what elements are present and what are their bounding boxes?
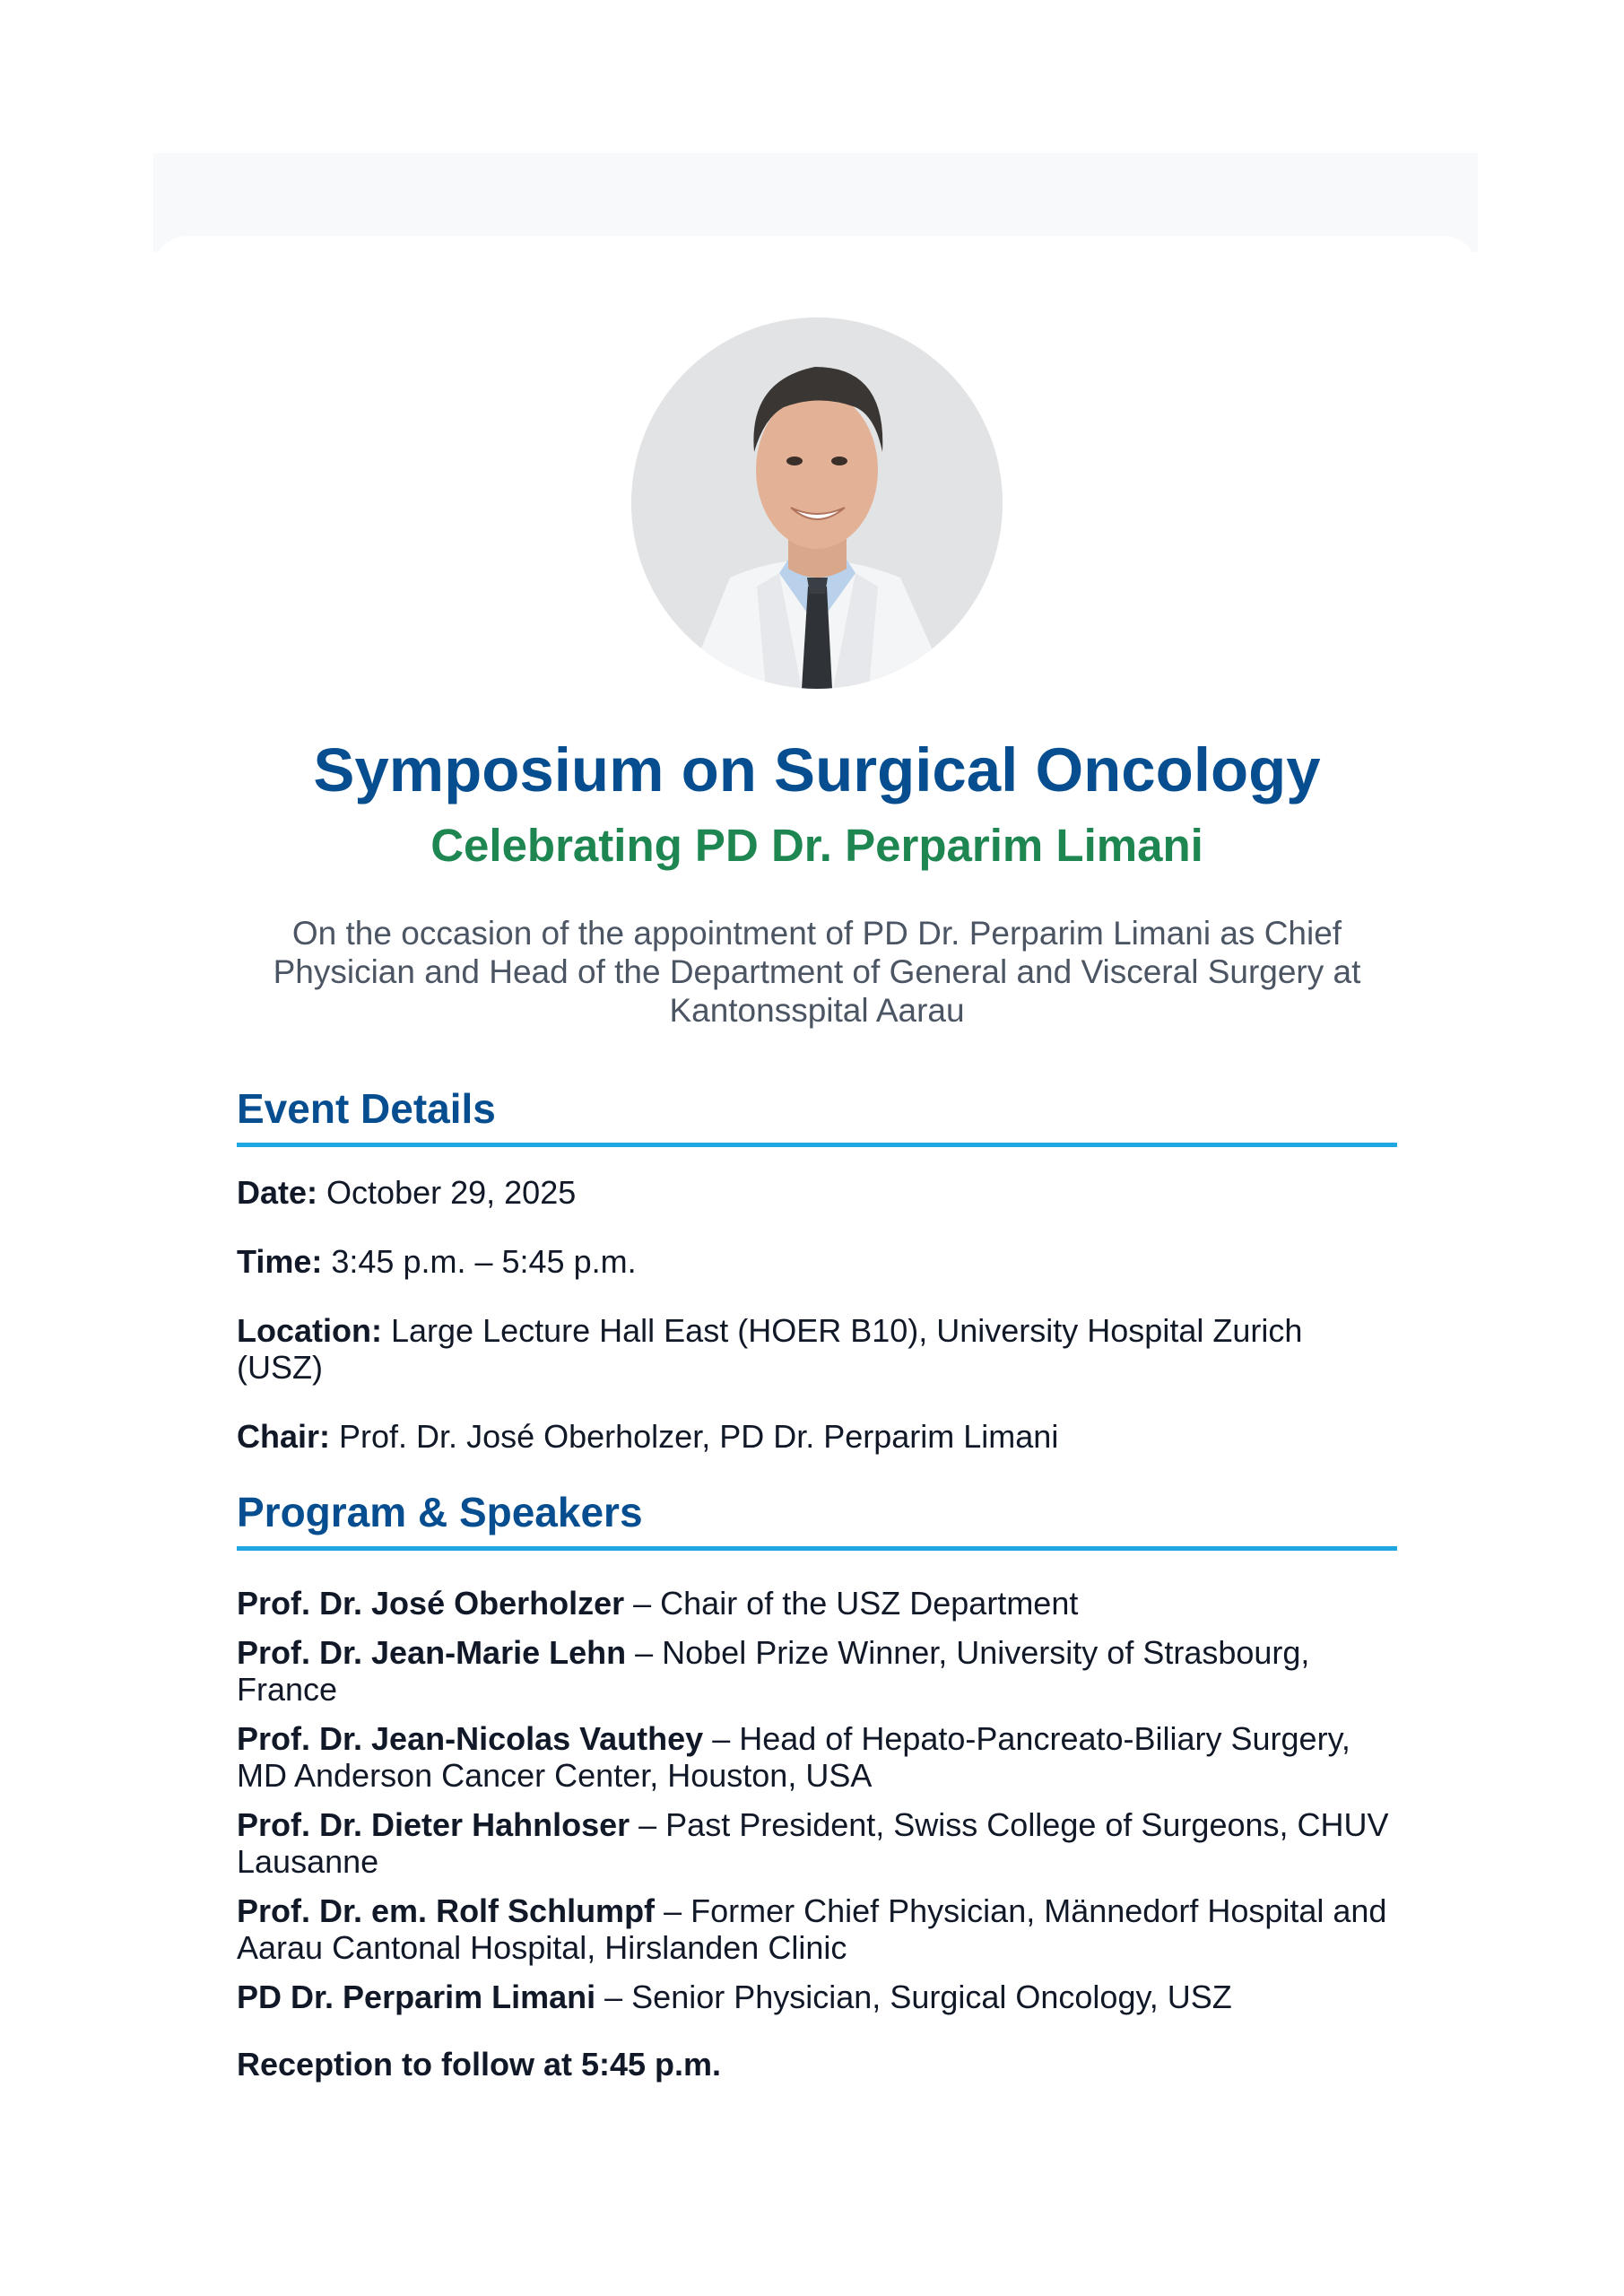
detail-chair: [237, 1418, 1397, 1455]
speaker-separator: –: [595, 1979, 632, 2015]
speaker-portrait: [631, 317, 1003, 689]
speaker-separator: –: [626, 1634, 663, 1671]
event-subtitle: Celebrating PD Dr. Perparim Limani: [430, 820, 1203, 871]
speaker-name: Prof. Dr. Jean-Nicolas Vauthey: [237, 1720, 704, 1757]
detail-date-value: October 29, 2025: [326, 1174, 577, 1211]
invitation-content: [237, 317, 1397, 2083]
detail-location: [237, 1312, 1397, 1386]
speaker-separator: –: [655, 1892, 691, 1929]
speaker-name: Prof. Dr. José Oberholzer: [237, 1585, 625, 1622]
speaker-separator: –: [624, 1585, 661, 1622]
event-details: [237, 1174, 1397, 1455]
detail-chair-value: Prof. Dr. José Oberholzer, PD Dr. Perparim Limani: [339, 1418, 1059, 1455]
reception-note: Reception to follow at 5:45 p.m.: [237, 2046, 722, 2083]
occasion-text: On the occasion of the appointment of PD Dr. Perparim Limani as Chief Physician and Head of the Department of General and Visceral Surgery at Kantonsspital Aarau: [273, 915, 1361, 1029]
speaker-name: Prof. Dr. em. Rolf Schlumpf: [237, 1892, 656, 1929]
detail-chair-label: Chair:: [237, 1418, 331, 1455]
speaker-role: Chair of the USZ Department: [660, 1585, 1079, 1622]
detail-location-value: Large Lecture Hall East (HOER B10), University Hospital Zurich (USZ): [237, 1312, 1303, 1386]
event-title: Symposium on Surgical Oncology: [313, 735, 1321, 804]
speaker-name: Prof. Dr. Jean-Marie Lehn: [237, 1634, 627, 1671]
detail-time-label: Time:: [237, 1243, 323, 1280]
speaker-item: [237, 1720, 1397, 1794]
speaker-item: [237, 1806, 1397, 1880]
speaker-role: Senior Physician, Surgical Oncology, USZ: [631, 1979, 1232, 2015]
speaker-item: [237, 1892, 1397, 1966]
detail-time-value: 3:45 p.m. – 5:45 p.m.: [331, 1243, 637, 1280]
event-details-heading: Event Details: [237, 1083, 1397, 1147]
detail-time: [237, 1243, 1397, 1280]
speaker-name: Prof. Dr. Dieter Hahnloser: [237, 1806, 630, 1843]
speaker-separator: –: [703, 1720, 740, 1757]
speaker-item: [237, 1585, 1397, 1622]
speaker-role: Past President, Swiss College of Surgeons, CHUV Lausanne: [237, 1806, 1389, 1880]
speaker-role: Nobel Prize Winner, University of Strasbourg, France: [237, 1634, 1310, 1708]
speaker-item: [237, 1634, 1397, 1708]
detail-date: [237, 1174, 1397, 1211]
portrait-illustration: [631, 317, 1003, 689]
speaker-name: PD Dr. Perparim Limani: [237, 1979, 596, 2015]
speaker-list: [237, 1585, 1397, 2015]
detail-location-label: Location:: [237, 1312, 382, 1349]
speaker-role: Head of Hepato-Pancreato-Biliary Surgery, MD Anderson Cancer Center, Houston, USA: [237, 1720, 1350, 1794]
program-heading: Program & Speakers: [237, 1487, 1397, 1551]
speaker-item: [237, 1979, 1397, 2015]
speaker-separator: –: [630, 1806, 666, 1843]
speaker-role: Former Chief Physician, Männedorf Hospital and Aarau Cantonal Hospital, Hirslanden Clinic: [237, 1892, 1387, 1966]
detail-date-label: Date:: [237, 1174, 318, 1211]
